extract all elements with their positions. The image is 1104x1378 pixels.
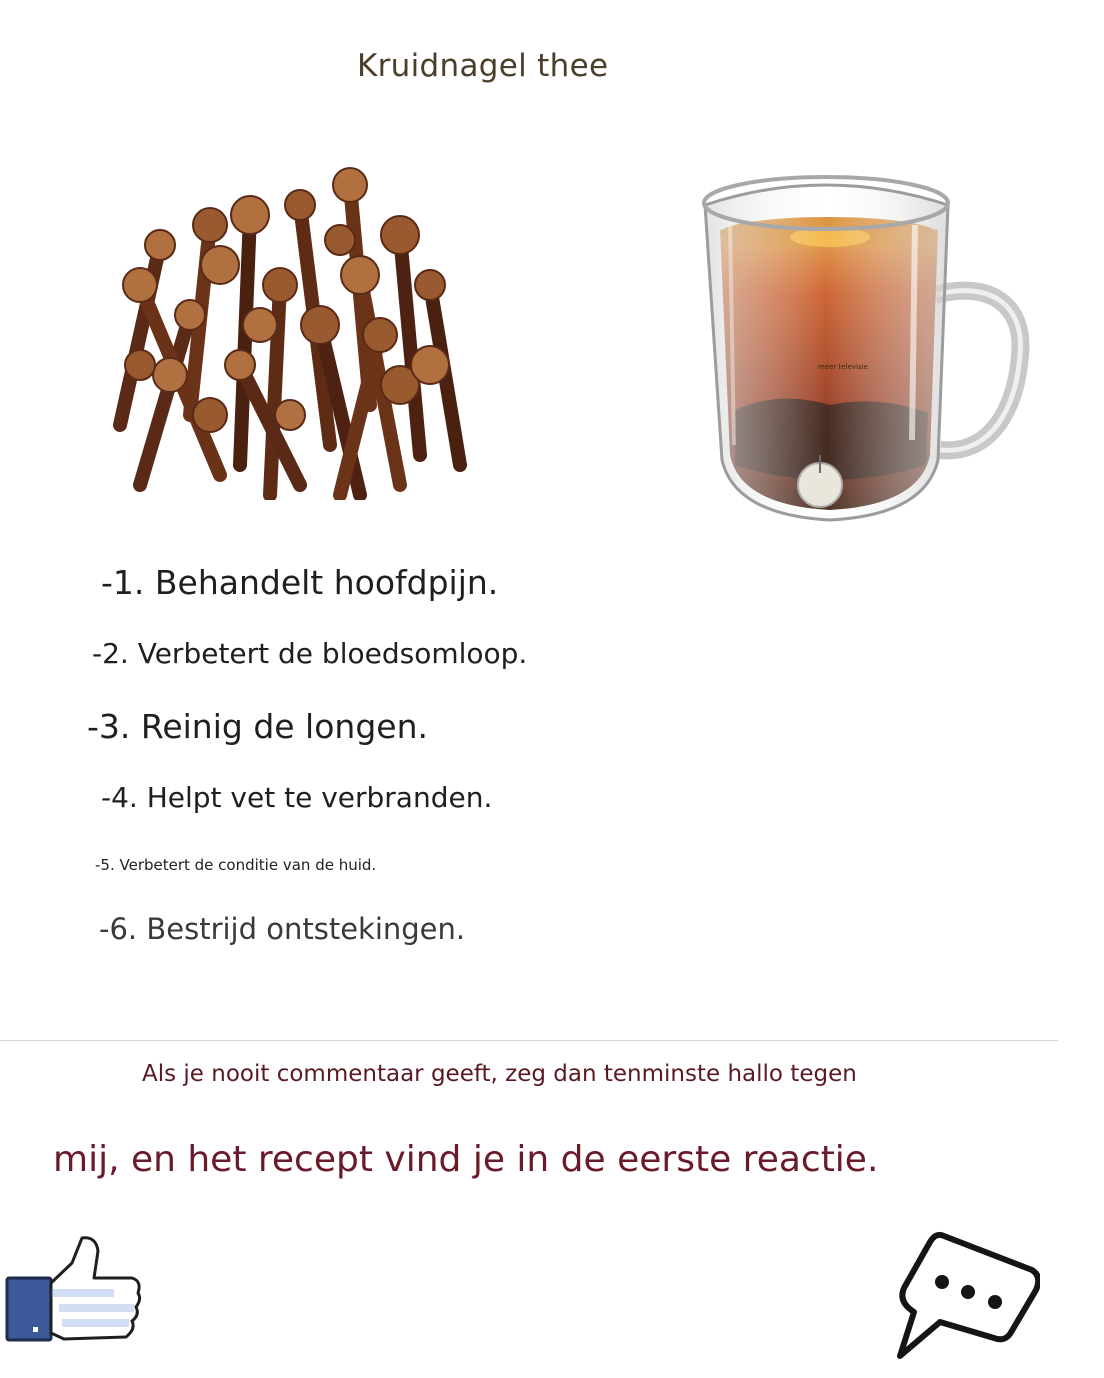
benefit-item: -6. Bestrijd ontstekingen.	[99, 912, 466, 946]
speech-bubble-icon[interactable]	[892, 1230, 1040, 1362]
thumbs-up-icon[interactable]	[4, 1233, 144, 1348]
benefit-item: -5. Verbetert de conditie van de huid.	[95, 856, 377, 874]
benefit-item: -3. Reinig de longen.	[87, 707, 428, 746]
mug-watermark: meer televisie	[818, 363, 868, 371]
call-to-action-line-1: Als je nooit commentaar geeft, zeg dan tenminste hallo tegen	[142, 1061, 857, 1087]
call-to-action-line-2: mij, en het recept vind je in de eerste reactie.	[53, 1139, 879, 1180]
benefit-item: -4. Helpt vet te verbranden.	[101, 781, 493, 814]
benefit-item: -2. Verbetert de bloedsomloop.	[92, 637, 528, 670]
benefit-item: -1. Behandelt hoofdpijn.	[101, 563, 499, 602]
divider	[0, 1040, 1058, 1041]
tea-mug-image	[690, 155, 1035, 525]
cloves-image	[100, 165, 470, 500]
page-title: Kruidnagel thee	[357, 48, 609, 84]
